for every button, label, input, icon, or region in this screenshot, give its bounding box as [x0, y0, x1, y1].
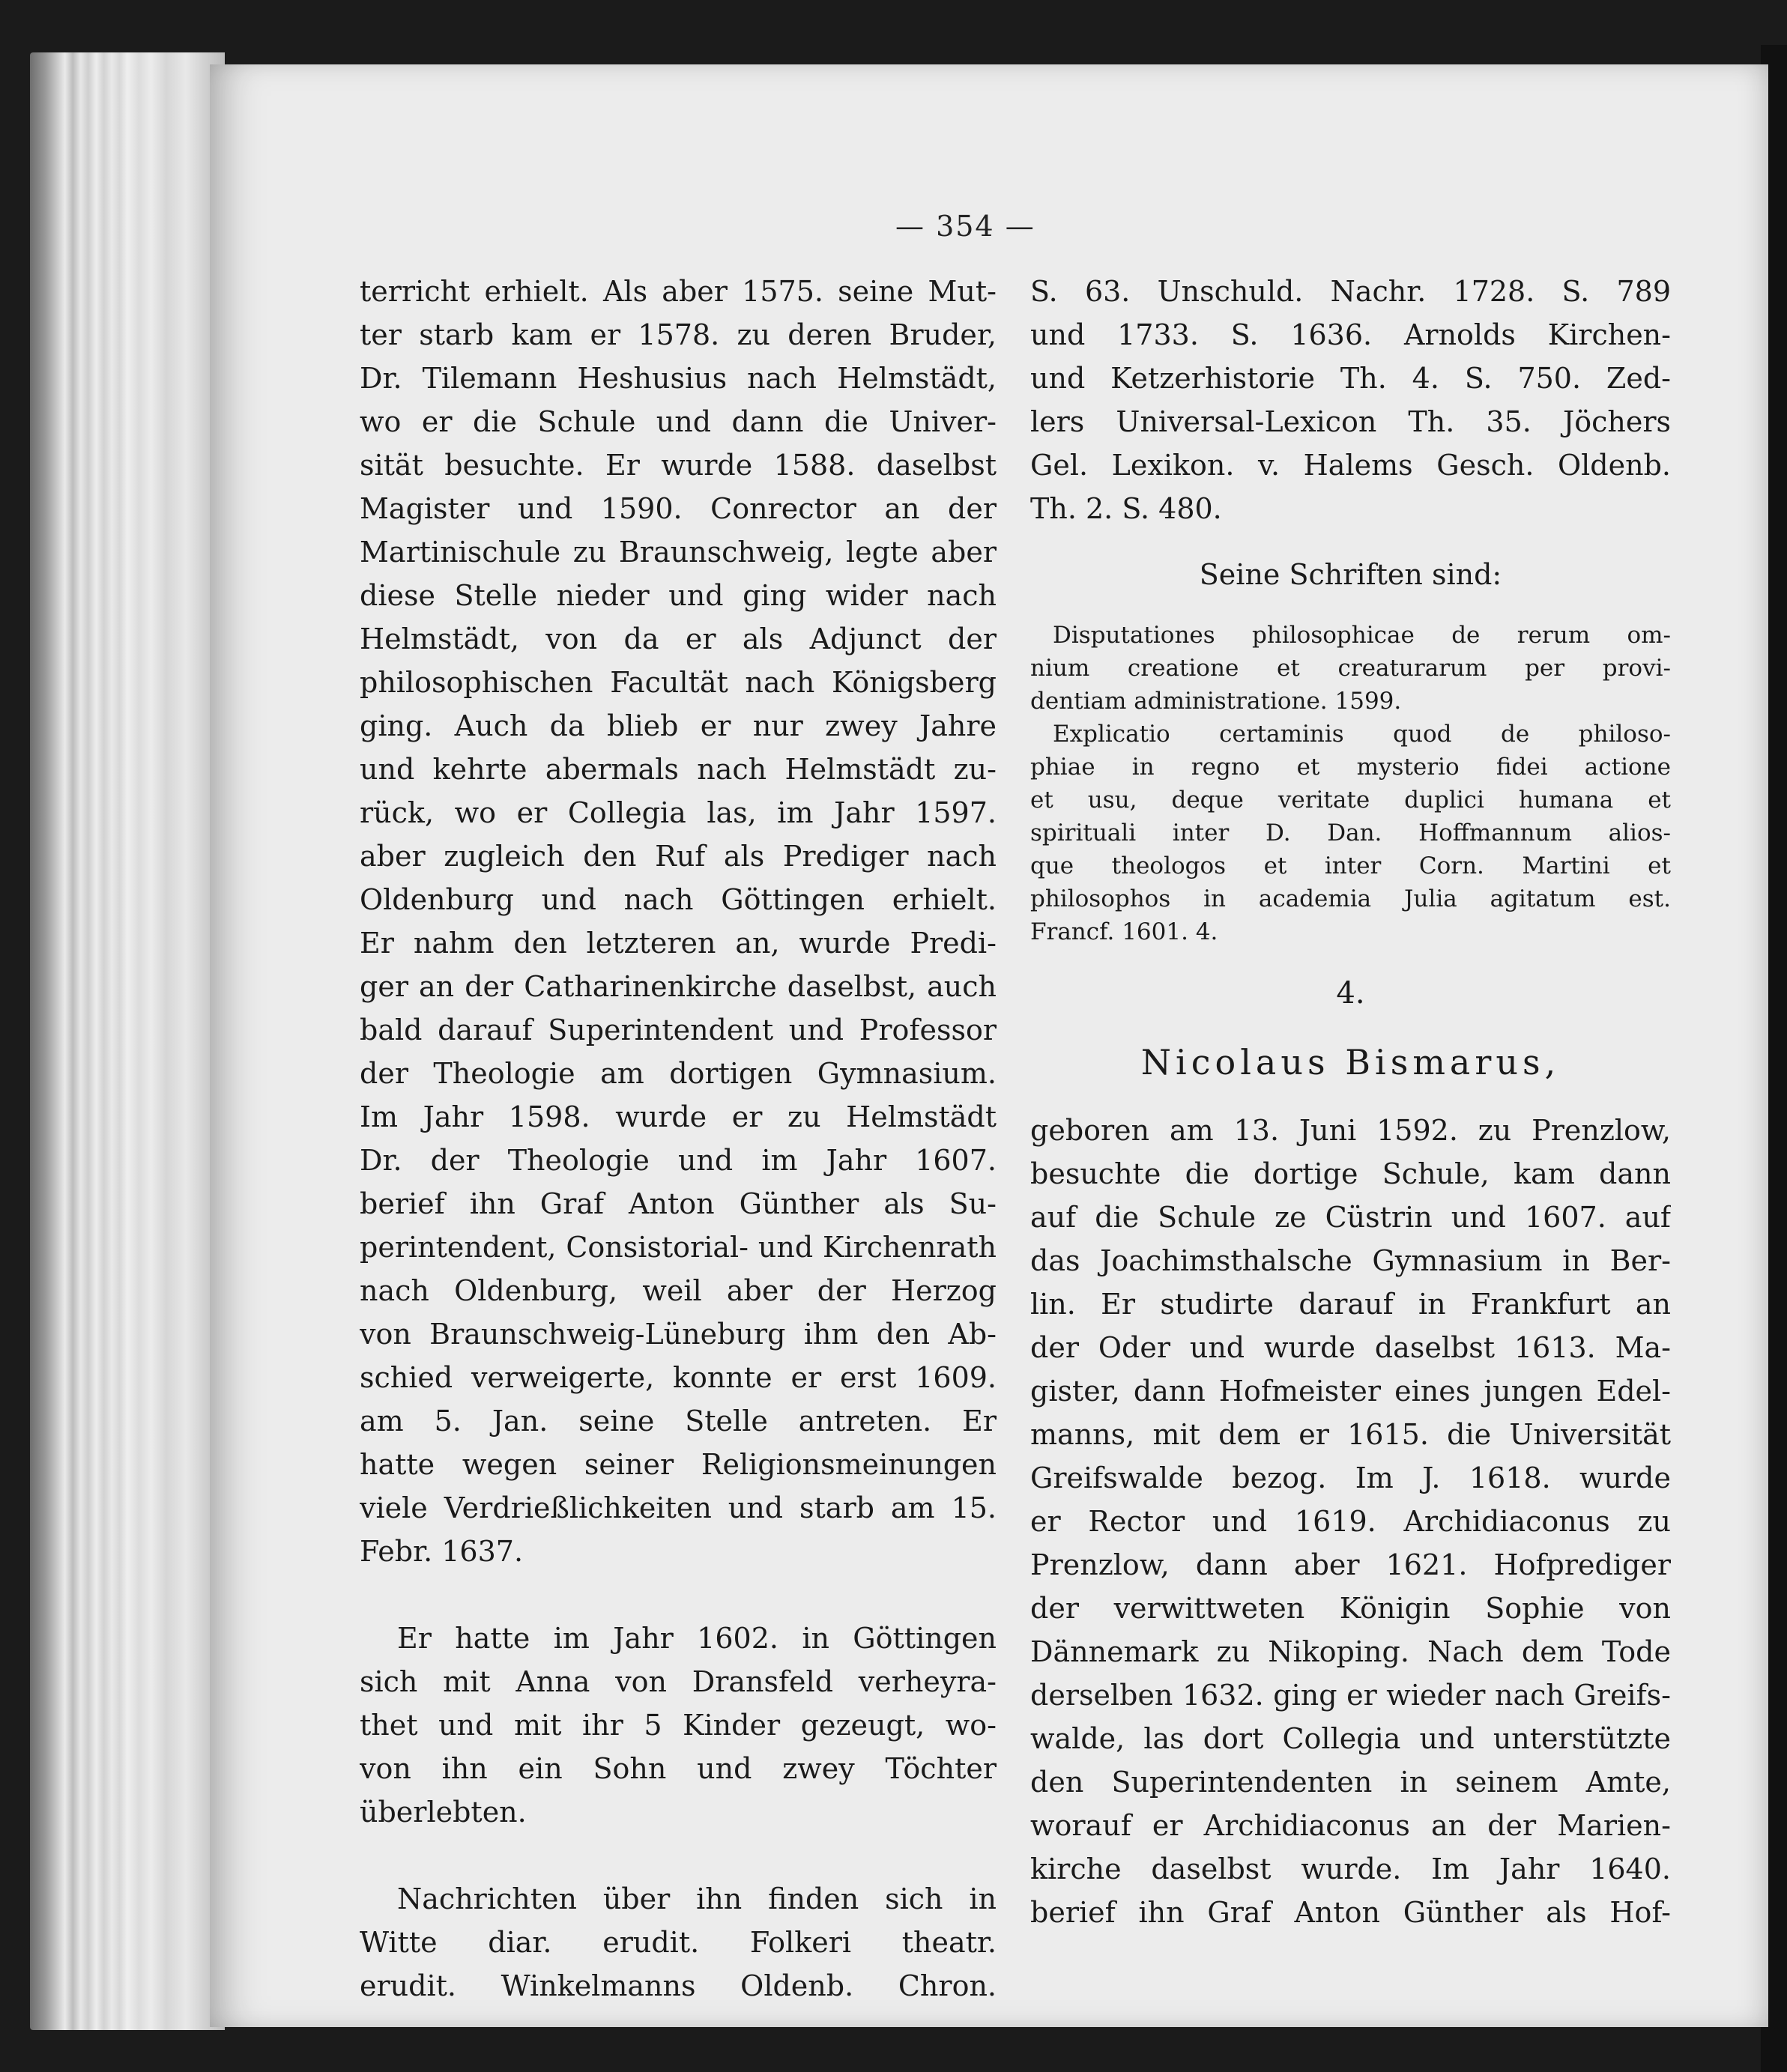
writing-line: Francf. 1601. 4.: [1030, 918, 1218, 945]
writing-line: et usu, deque veritate duplici humana et: [1030, 787, 1671, 814]
text-line: das Joachimsthalsche Gymnasium in Ber-: [1030, 1244, 1671, 1277]
writings-heading: Seine Schriften sind:: [1199, 558, 1502, 591]
text-line: sität besuchte. Er wurde 1588. daselbst: [360, 449, 997, 482]
text-line: lers Universal-Lexicon Th. 35. Jöchers: [1030, 405, 1671, 438]
text-line: besuchte die dortige Schule, kam dann: [1030, 1157, 1671, 1190]
text-line: den Superintendenten in seinem Amte,: [1030, 1766, 1671, 1799]
section-number: 4.: [1336, 976, 1365, 1011]
writing-line: phiae in regno et mysterio fidei actione: [1030, 754, 1671, 781]
text-line: Er nahm den letzteren an, wurde Predi-: [360, 927, 997, 960]
writing-line: dentiam administratione. 1599.: [1030, 688, 1402, 715]
text-line: Er hatte im Jahr 1602. in Göttingen: [397, 1622, 997, 1655]
text-line: Dr. Tilemann Heshusius nach Helmstädt,: [360, 362, 997, 395]
paragraph-bismarus-biography: [1030, 1109, 1671, 1934]
text-line: ter starb kam er 1578. zu deren Bruder,: [360, 318, 997, 351]
book-page-edges: [30, 52, 225, 2030]
text-line: Gel. Lexikon. v. Halems Gesch. Oldenb.: [1030, 449, 1671, 482]
text-line: auf die Schule ze Cüstrin und 1607. auf: [1030, 1201, 1671, 1234]
text-line: philosophischen Facultät nach Königsberg: [360, 666, 997, 699]
text-line: ger an der Catharinenkirche daselbst, auch: [360, 970, 997, 1003]
writing-line: Disputationes philosophicae de rerum om-: [1053, 622, 1671, 649]
text-line: und Ketzerhistorie Th. 4. S. 750. Zed-: [1030, 362, 1671, 395]
text-line: nach Oldenburg, weil aber der Herzog: [360, 1274, 997, 1307]
text-line: von Braunschweig-Lüneburg ihm den Ab-: [360, 1318, 997, 1351]
text-line: Oldenburg und nach Göttingen erhielt.: [360, 883, 997, 916]
text-line: walde, las dort Collegia und unterstützte: [1030, 1722, 1671, 1755]
text-line: sich mit Anna von Dransfeld verheyra-: [360, 1665, 997, 1698]
text-line: terricht erhielt. Als aber 1575. seine Mut-: [360, 275, 997, 308]
writing-line: Explicatio certaminis quod de philoso-: [1053, 721, 1671, 748]
text-line: S. 63. Unschuld. Nachr. 1728. S. 789: [1030, 275, 1671, 308]
text-line: Nachrichten über ihn finden sich in: [397, 1882, 997, 1915]
paragraph-references: [1030, 270, 1671, 530]
text-line: der Oder und wurde daselbst 1613. Ma-: [1030, 1331, 1671, 1364]
page-number: — 354 —: [895, 210, 1035, 243]
text-line: Febr. 1637.: [360, 1535, 524, 1568]
left-column: [360, 270, 997, 2008]
text-line: Helmstädt, von da er als Adjunct der: [360, 622, 997, 655]
text-line: manns, mit dem er 1615. die Universität: [1030, 1418, 1671, 1451]
writing-line: philosophos in academia Julia agitatum est.: [1030, 885, 1671, 912]
text-line: berief ihn Graf Anton Günther als Hof-: [1030, 1896, 1671, 1929]
paragraph-biography: [360, 270, 997, 1573]
text-line: und 1733. S. 1636. Arnolds Kirchen-: [1030, 318, 1671, 351]
writing-line: que theologos et inter Corn. Martini et: [1030, 852, 1671, 879]
text-line: schied verweigerte, konnte er erst 1609.: [360, 1361, 997, 1394]
text-line: aber zugleich den Ruf als Prediger nach: [360, 840, 997, 873]
text-line: Prenzlow, dann aber 1621. Hofprediger: [1030, 1548, 1671, 1581]
text-line: Martinischule zu Braunschweig, legte aber: [360, 536, 997, 569]
text-line: kirche daselbst wurde. Im Jahr 1640.: [1030, 1853, 1671, 1885]
text-line: wo er die Schule und dann die Univer-: [360, 405, 997, 438]
text-line: Dännemark zu Nikoping. Nach dem Tode: [1030, 1635, 1671, 1668]
text-line: der Theologie am dortigen Gymnasium.: [360, 1057, 997, 1090]
paragraph-sources: [360, 1877, 997, 2008]
text-line: und kehrte abermals nach Helmstädt zu-: [360, 753, 997, 786]
text-line: viele Verdrießlichkeiten und starb am 15.: [360, 1491, 997, 1524]
text-line: rück, wo er Collegia las, im Jahr 1597.: [360, 796, 997, 829]
text-line: Witte diar. erudit. Folkeri theatr.: [360, 1926, 997, 1959]
text-line: berief ihn Graf Anton Günther als Su-: [360, 1187, 997, 1220]
text-line: erudit. Winkelmanns Oldenb. Chron.: [360, 1969, 997, 2002]
writing-line: spirituali inter D. Dan. Hoffmannum alios-: [1030, 820, 1671, 846]
text-line: hatte wegen seiner Religionsmeinungen: [360, 1448, 997, 1481]
text-line: Magister und 1590. Conrector an der: [360, 492, 997, 525]
text-line: von ihn ein Sohn und zwey Töchter: [360, 1752, 997, 1785]
right-column: [1030, 270, 1671, 1934]
text-line: am 5. Jan. seine Stelle antreten. Er: [360, 1405, 997, 1438]
text-line: gister, dann Hofmeister eines jungen Edel-: [1030, 1375, 1671, 1408]
text-line: er Rector und 1619. Archidiaconus zu: [1030, 1505, 1671, 1538]
text-line: bald darauf Superintendent und Professor: [360, 1014, 997, 1046]
writings-list: [1030, 619, 1671, 948]
text-line: Th. 2. S. 480.: [1030, 492, 1222, 525]
text-line: Greifswalde bezog. Im J. 1618. wurde: [1030, 1461, 1671, 1494]
text-line: geboren am 13. Juni 1592. zu Prenzlow,: [1030, 1114, 1671, 1147]
text-line: diese Stelle nieder und ging wider nach: [360, 579, 997, 612]
text-line: der verwittweten Königin Sophie von: [1030, 1592, 1671, 1625]
text-line: Im Jahr 1598. wurde er zu Helmstädt: [360, 1100, 997, 1133]
text-line: überlebten.: [360, 1796, 527, 1829]
text-line: thet und mit ihr 5 Kinder gezeugt, wo-: [360, 1709, 997, 1742]
text-line: ging. Auch da blieb er nur zwey Jahre: [360, 709, 997, 742]
writing-line: nium creatione et creaturarum per provi-: [1030, 655, 1671, 682]
text-line: perintendent, Consistorial- und Kirchenrath: [360, 1231, 997, 1264]
text-line: worauf er Archidiaconus an der Marien-: [1030, 1809, 1671, 1842]
paragraph-family: [360, 1617, 997, 1834]
section-name: Nicolaus Bismarus,: [1140, 1042, 1561, 1082]
text-line: lin. Er studirte darauf in Frankfurt an: [1030, 1288, 1671, 1321]
text-line: derselben 1632. ging er wieder nach Greifs-: [1030, 1679, 1671, 1712]
text-line: Dr. der Theologie und im Jahr 1607.: [360, 1144, 997, 1177]
